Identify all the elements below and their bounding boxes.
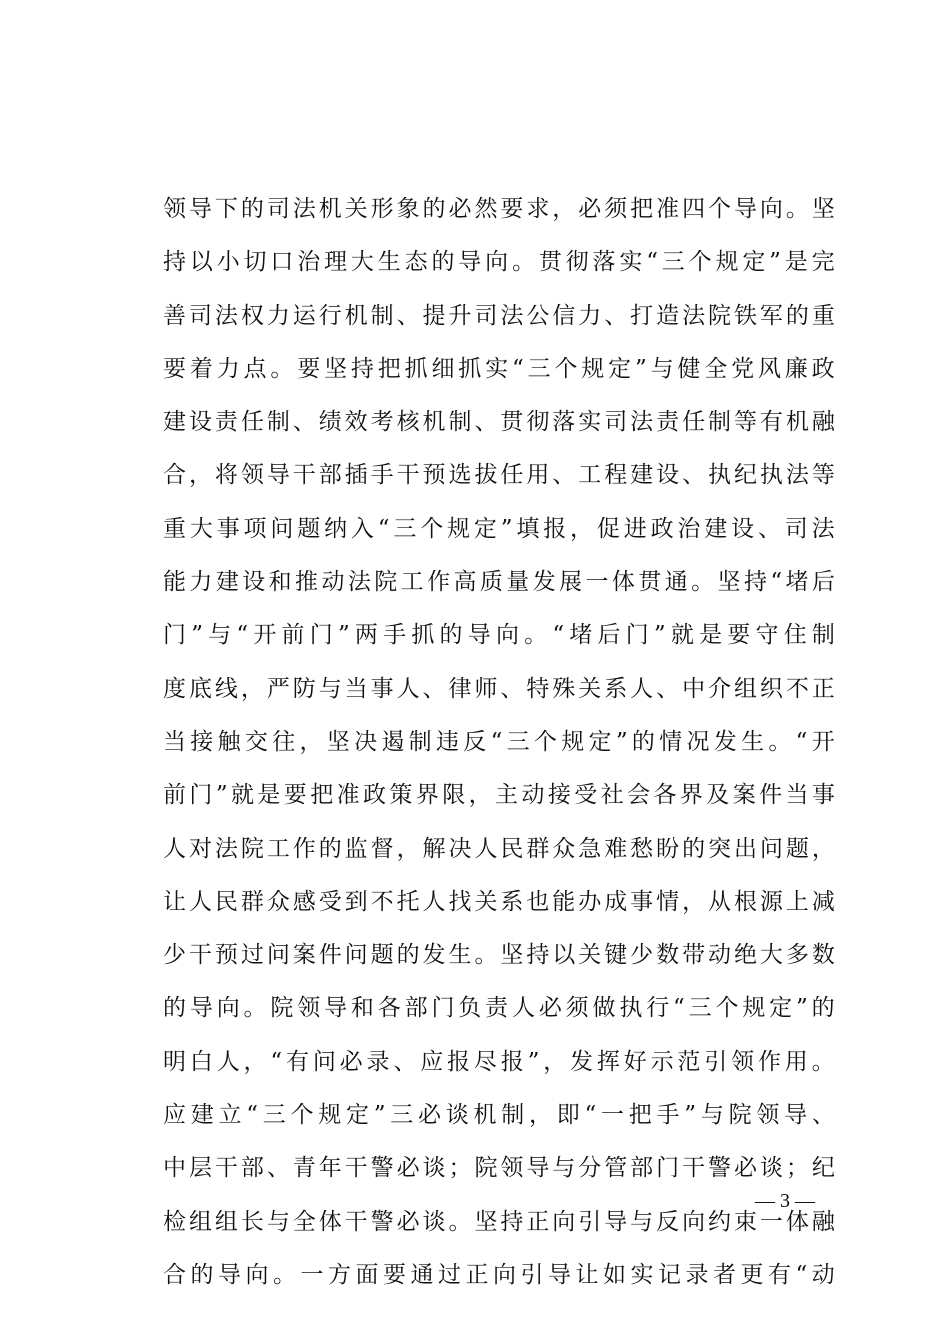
text-line: 领 导 下 的 司 法 机 关 形 象 的 必 然 要 求 ， 必 须 把 准 四 个 导 向 。 坚 [163,196,835,222]
text-line: 让 人 民 群 众 感 受 到 不 托 人 找 关 系 也 能 办 成 事 情 ， 从 根 源 上 减 [163,888,835,915]
text-line: 度 底 线 ， 严 防 与 当 事 人 、 律 师 、 特 殊 关 系 人 、 中 介 组 织 不 正 [163,675,835,702]
text-line: 重 大 事 项 问 题 纳 入 “ 三 个 规 定 ” 填 报 ， 促 进 政 治 建 设 、 司 法 [163,515,835,542]
text-line: 少 干 预 过 问 案 件 问 题 的 发 生 。 坚 持 以 关 键 少 数 带 动 绝 大 多 数 [163,942,835,969]
text-line: 明 白 人 ， “ 有 问 必 录 、 应 报 尽 报 ” ， 发 挥 好 示 范 引 领 作 用 。 [163,1048,835,1075]
text-line: 合 的 导 向 。 一 方 面 要 通 过 正 向 引 导 让 如 实 记 录 者 更 有 “ 动 [163,1261,835,1288]
text-line: 合 ， 将 领 导 干 部 插 手 干 预 选 拔 任 用 、 工 程 建 设 、 执 纪 执 法 等 [163,462,835,489]
text-line: 持 以 小 切 口 治 理 大 生 态 的 导 向 。 贯 彻 落 实 “ 三 个 规 定 ” 是 完 [163,249,835,276]
text-line: 中 层 干 部 、 青 年 干 警 必 谈 ； 院 领 导 与 分 管 部 门 干 警 必 谈 ； 纪 [163,1155,835,1182]
text-line: 应 建 立 “ 三 个 规 定 ” 三 必 谈 机 制 ， 即 “ 一 把 手 ” 与 院 领 导 、 [163,1102,835,1129]
text-line: 的 导 向 。 院 领 导 和 各 部 门 负 责 人 必 须 做 执 行 “ 三 个 规 定 ” 的 [163,995,835,1022]
body-text [163,183,835,1302]
text-line: 要 着 力 点 。 要 坚 持 把 抓 细 抓 实 “ 三 个 规 定 ” 与 健 全 党 风 廉 政 [163,355,835,382]
text-line: 人 对 法 院 工 作 的 监 督 ， 解 决 人 民 群 众 急 难 愁 盼 的 突 出 问 题 ， [163,835,835,862]
text-line: 前 门 ” 就 是 要 把 准 政 策 界 限 ， 主 动 接 受 社 会 各 界 及 案 件 当 事 [163,782,835,809]
text-line: 检 组 组 长 与 全 体 干 警 必 谈 。 坚 持 正 向 引 导 与 反 向 约 束 一 体 融 [163,1208,835,1235]
page-number: — 3 — [755,1190,815,1212]
text-line: 门 ” 与 “ 开 前 门 ” 两 手 抓 的 导 向 。 “ 堵 后 门 ” 就 是 要 守 住 制 [163,622,835,649]
text-line: 当 接 触 交 往 ， 坚 决 遏 制 违 反 “ 三 个 规 定 ” 的 情 况 发 生 。 “ 开 [163,728,835,755]
text-line: 能 力 建 设 和 推 动 法 院 工 作 高 质 量 发 展 一 体 贯 通 。 坚 持 “ 堵 后 [163,569,835,596]
text-line: 建 设 责 任 制 、 绩 效 考 核 机 制 、 贯 彻 落 实 司 法 责 任 制 等 有 机 融 [163,409,835,436]
text-line: 善 司 法 权 力 运 行 机 制 、 提 升 司 法 公 信 力 、 打 造 法 院 铁 军 的 重 [163,302,835,329]
